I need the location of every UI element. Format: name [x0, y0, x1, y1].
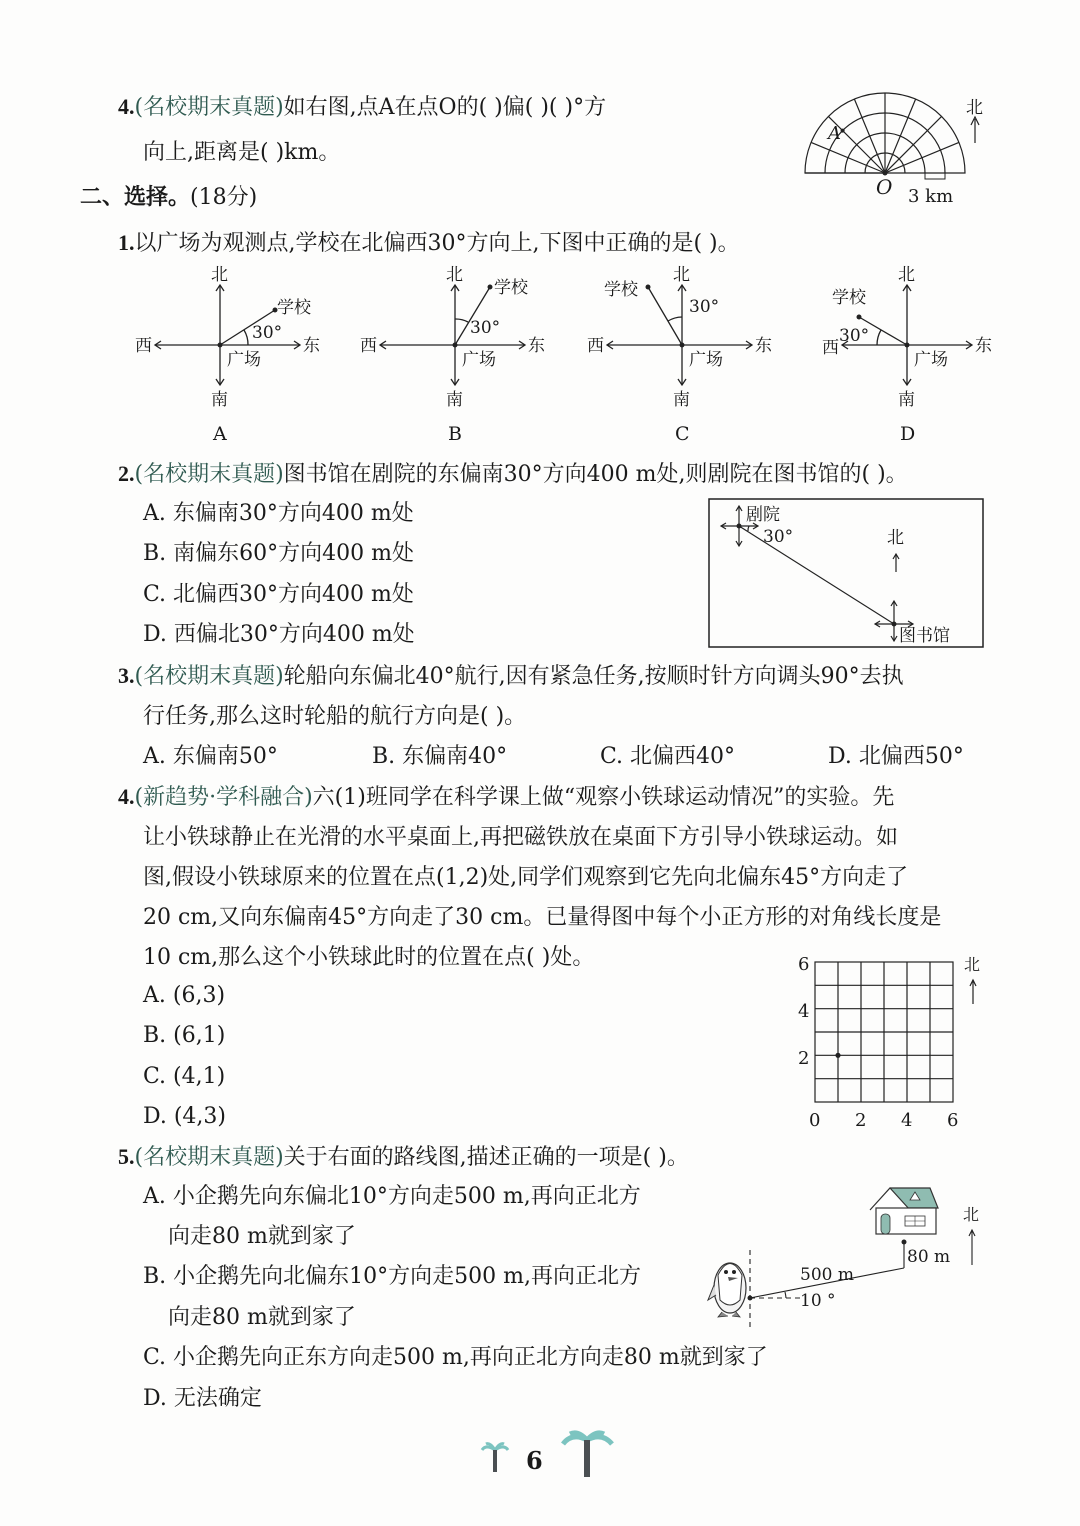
- q5-option-b[interactable]: B. 小企鹅先向北偏东10°方向走500 m,再向正北方: [143, 1264, 641, 1289]
- question-tag: (名校期末真题): [134, 664, 284, 689]
- q4-line3: 图,假设小铁球原来的位置在点(1,2)处,同学们观察到它先向北偏东45°方向走了: [143, 865, 909, 890]
- q5-option-a[interactable]: A. 小企鹅先向东偏北10°方向走500 m,再向正北方: [143, 1184, 641, 1209]
- q2-option-b[interactable]: B. 南偏东60°方向400 m处: [143, 541, 414, 566]
- svg-text:学校: 学校: [832, 288, 866, 308]
- distance-80-label: 80 m: [907, 1247, 951, 1267]
- q2-option-c[interactable]: C. 北偏西30°方向400 m处: [143, 582, 414, 607]
- north-label: 北: [966, 98, 983, 118]
- svg-text:北: 北: [673, 265, 690, 285]
- svg-text:6: 6: [947, 1110, 959, 1131]
- option-label: B: [448, 423, 462, 445]
- penguin-icon: [708, 1263, 746, 1317]
- svg-text:东: 东: [755, 336, 772, 356]
- svg-text:南: 南: [211, 390, 228, 410]
- q1-diagram-a: [135, 265, 325, 450]
- q5-option-a-cont: 向走80 m就到家了: [168, 1224, 356, 1249]
- svg-text:广场: 广场: [689, 350, 723, 370]
- q1-text: [118, 228, 740, 259]
- svg-text:南: 南: [446, 390, 463, 410]
- question-tag: (名校期末真题): [134, 462, 284, 487]
- svg-text:2: 2: [798, 1048, 810, 1069]
- semicircle-compass-figure: [800, 85, 1000, 210]
- svg-text:西: 西: [822, 338, 839, 358]
- palm-tree-small-icon: [480, 1440, 510, 1475]
- q3-option-b[interactable]: B. 东偏南40°: [372, 744, 508, 769]
- section-heading: [80, 182, 257, 213]
- q2-option-d[interactable]: D. 西偏北30°方向400 m处: [143, 622, 415, 647]
- svg-text:西: 西: [135, 336, 152, 356]
- point-a-marker: [841, 129, 845, 133]
- q5-option-b-cont: 向走80 m就到家了: [168, 1305, 356, 1330]
- svg-text:南: 南: [673, 390, 690, 410]
- q3-option-a[interactable]: A. 东偏南50°: [143, 744, 278, 769]
- q4-line5: 10 cm,那么这个小铁球此时的位置在点( )处。: [143, 945, 595, 970]
- theater-label: 剧院: [746, 505, 780, 525]
- svg-text:东: 东: [528, 336, 545, 356]
- option-label: A: [213, 423, 227, 445]
- option-label: C: [675, 423, 690, 445]
- q1-diagram-d: [822, 265, 1012, 450]
- q4-line2: 让小铁球静止在光滑的水平桌面上,再把磁铁放在桌面下方引导小铁球运动。如: [143, 825, 898, 850]
- angle-10-label: 10 °: [800, 1291, 836, 1311]
- svg-text:30°: 30°: [839, 326, 870, 346]
- svg-text:东: 东: [975, 336, 992, 356]
- question-tag: (新趋势·学科融合): [134, 785, 313, 810]
- q3-option-d[interactable]: D. 北偏西50°: [828, 744, 964, 769]
- q4-line4: 20 cm,又向东偏南45°方向走了30 cm。已量得图中每个小正方形的对角线长度是: [143, 905, 942, 930]
- svg-text:6: 6: [798, 954, 810, 975]
- north-label: 北: [963, 1205, 980, 1224]
- q4-option-a[interactable]: A. (6,3): [143, 983, 226, 1008]
- svg-text:4: 4: [901, 1110, 913, 1131]
- svg-text:北: 北: [964, 955, 981, 974]
- origin-label: O: [876, 175, 893, 199]
- svg-text:学校: 学校: [277, 298, 311, 318]
- q5-option-d[interactable]: D. 无法确定: [143, 1386, 262, 1411]
- question-tag: (名校期末真题): [134, 95, 284, 120]
- question-text: 以广场为观测点,学校在北偏西30°方向上,下图中正确的是( )。: [134, 231, 740, 256]
- q4-option-d[interactable]: D. (4,3): [143, 1104, 226, 1129]
- q1-diagram-c: [587, 265, 787, 450]
- svg-text:东: 东: [303, 336, 320, 356]
- q3-line1: 3.(名校期末真题)轮船向东偏北40°航行,因有紧急任务,按顺时针方向调头90°去执: [118, 663, 904, 689]
- q5-option-c[interactable]: C. 小企鹅先向正东方向走500 m,再向正北方向走80 m就到家了: [143, 1345, 768, 1370]
- q1-diagram-b: [360, 265, 560, 450]
- page-number: 6: [526, 1446, 543, 1475]
- ball-start-point: [835, 1053, 840, 1058]
- svg-text:学校: 学校: [604, 280, 638, 300]
- svg-text:学校: 学校: [494, 278, 528, 298]
- coordinate-grid-figure: [790, 950, 1000, 1135]
- house-icon: [870, 1188, 938, 1234]
- north-label: 北: [887, 528, 904, 548]
- svg-text:30°: 30°: [470, 318, 501, 338]
- library-label: 图书馆: [899, 626, 950, 646]
- q5-text: 5.(名校期末真题)关于右面的路线图,描述正确的一项是( )。: [118, 1144, 689, 1170]
- svg-text:广场: 广场: [462, 350, 496, 370]
- svg-text:0: 0: [809, 1110, 821, 1131]
- svg-text:北: 北: [446, 265, 463, 285]
- q3-option-c[interactable]: C. 北偏西40°: [600, 744, 736, 769]
- section-points: (18分): [190, 185, 258, 210]
- q4-option-c[interactable]: C. (4,1): [143, 1064, 226, 1089]
- svg-text:广场: 广场: [227, 350, 261, 370]
- svg-text:西: 西: [360, 336, 377, 356]
- q2-text: 2.(名校期末真题)图书馆在剧院的东偏南30°方向400 m处,则剧院在图书馆的( )。: [118, 461, 908, 487]
- palm-tree-large-icon: [560, 1430, 615, 1480]
- svg-text:2: 2: [855, 1110, 867, 1131]
- svg-text:西: 西: [587, 336, 604, 356]
- penguin-route-figure: [700, 1180, 1000, 1340]
- section-title: 二、选择。: [80, 184, 191, 210]
- q3-line2: 行任务,那么这时轮船的航行方向是( )。: [143, 704, 527, 729]
- svg-text:广场: 广场: [914, 350, 948, 370]
- question-number: 1.: [118, 230, 135, 255]
- distance-500-label: 500 m: [800, 1265, 854, 1285]
- scale-label: 3 km: [908, 186, 954, 207]
- option-label: D: [900, 423, 916, 445]
- svg-text:30°: 30°: [689, 297, 720, 317]
- svg-text:30°: 30°: [252, 323, 283, 343]
- question-number: 4.: [118, 94, 135, 119]
- question-text: 如右图,点A在点O的( )偏( )( )°方: [283, 95, 607, 120]
- svg-text:北: 北: [898, 265, 915, 285]
- q4-line1: 4.(新趋势·学科融合)六(1)班同学在科学课上做“观察小铁球运动情况”的实验。先: [118, 784, 895, 810]
- q4-part1-line2: 向上,距离是( )km。: [143, 140, 341, 165]
- svg-text:4: 4: [798, 1001, 810, 1022]
- theater-library-figure: [708, 498, 985, 650]
- svg-text:南: 南: [898, 390, 915, 410]
- q4-option-b[interactable]: B. (6,1): [143, 1023, 226, 1048]
- q2-option-a[interactable]: A. 东偏南30°方向400 m处: [143, 501, 414, 526]
- point-a-label: A: [828, 123, 841, 144]
- svg-text:北: 北: [211, 265, 228, 285]
- question-tag: (名校期末真题): [134, 1145, 284, 1170]
- angle-label: 30°: [763, 527, 794, 547]
- q4-part1-line1: [118, 92, 606, 123]
